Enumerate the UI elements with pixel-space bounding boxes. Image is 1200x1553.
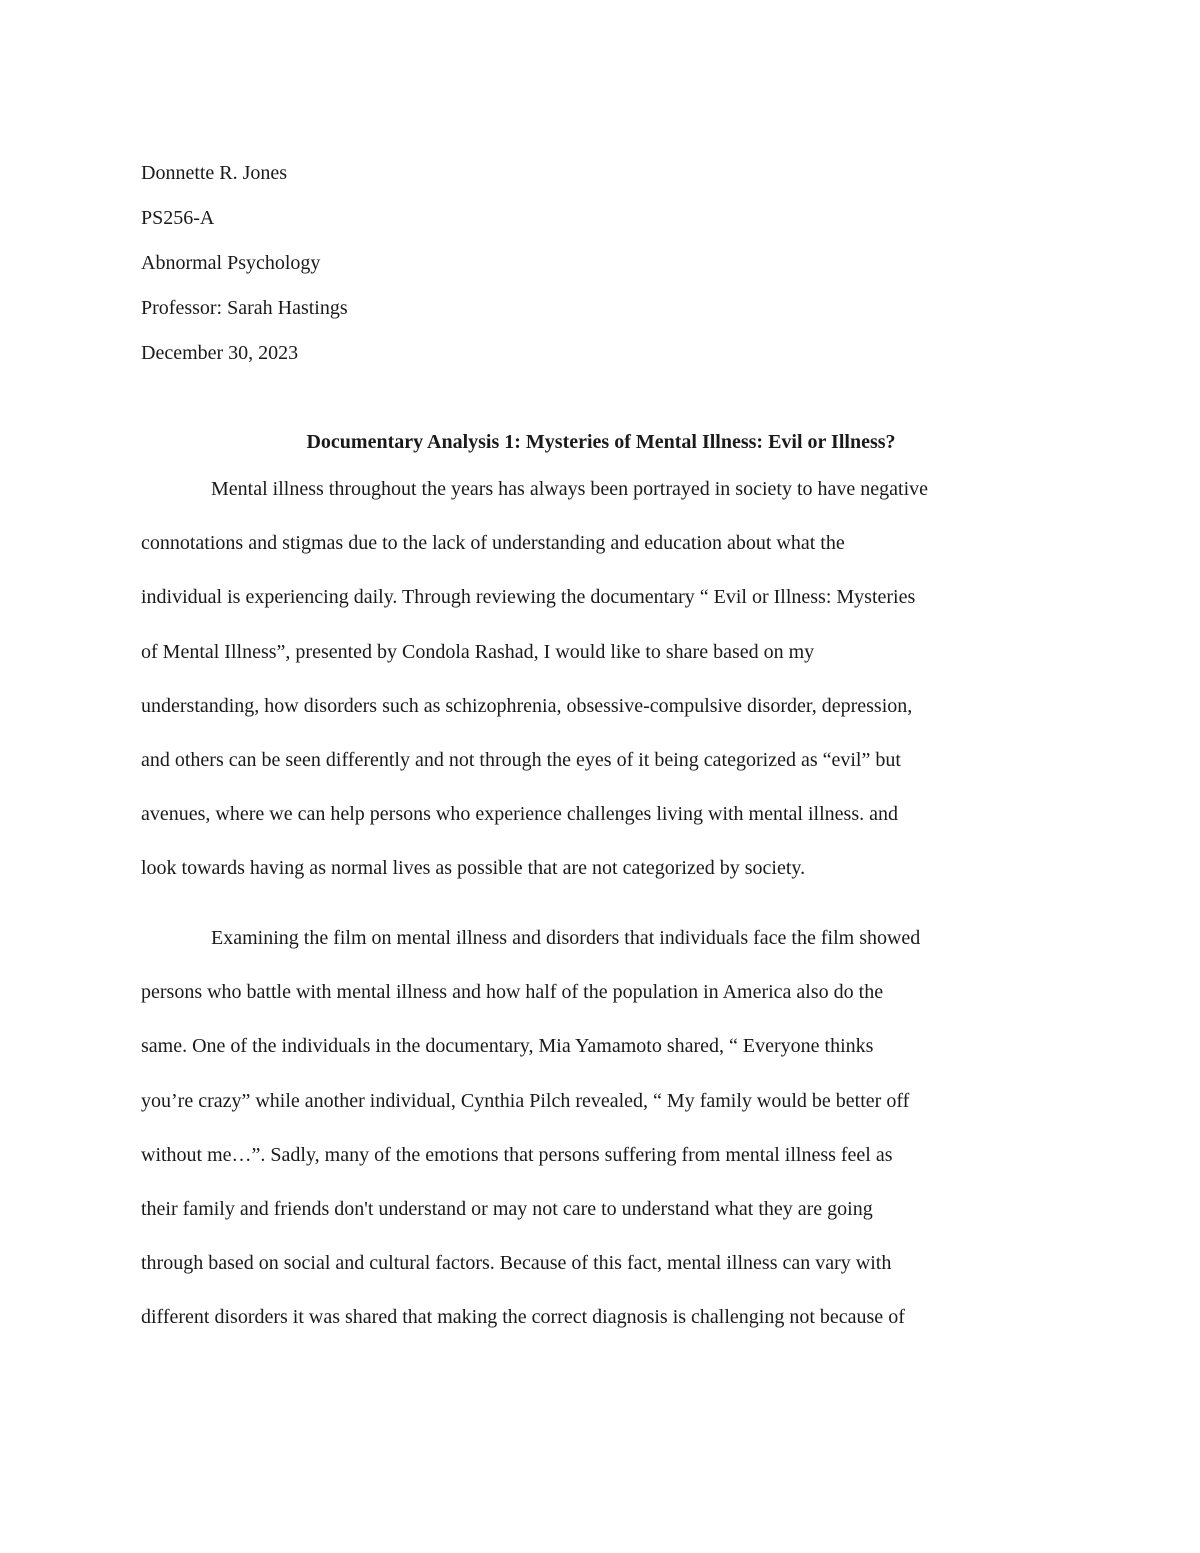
document-title: Documentary Analysis 1: Mysteries of Mental Illness: Evil or Illness? <box>306 431 896 453</box>
paragraph-line: of Mental Illness”, presented by Condola Rashad, I would like to share based on my <box>141 640 815 663</box>
body-paragraph <box>141 474 1061 908</box>
paragraph-line: Mental illness throughout the years has always been portrayed in society to have negative <box>211 478 929 500</box>
paragraph-line: understanding, how disorders such as schizophrenia, obsessive-compulsive disorder, depression, <box>141 694 913 717</box>
paragraph-line: without me…”. Sadly, many of the emotions that persons suffering from mental illness feel as <box>141 1143 893 1166</box>
paragraph-line: their family and friends don't understand or may not care to understand what they are going <box>141 1197 873 1220</box>
paragraph-line: you’re crazy” while another individual, Cynthia Pilch revealed, “ My family would be better off <box>141 1089 910 1112</box>
professor-name: Professor: Sarah Hastings <box>141 297 348 319</box>
document-header <box>141 158 1061 383</box>
paragraph-line: look towards having as normal lives as possible that are not categorized by society. <box>141 857 806 880</box>
paragraph-line: different disorders it was shared that making the correct diagnosis is challenging not because of <box>141 1306 905 1329</box>
body-paragraph <box>141 923 1061 1357</box>
document-date: December 30, 2023 <box>141 342 299 364</box>
paragraph-line: persons who battle with mental illness and how half of the population in America also do the <box>141 981 884 1004</box>
paragraph-line: individual is experiencing daily. Through reviewing the documentary “ Evil or Illness: Mysteries <box>141 586 916 609</box>
paragraph-line: same. One of the individuals in the documentary, Mia Yamamoto shared, “ Everyone thinks <box>141 1035 874 1058</box>
course-name: Abnormal Psychology <box>141 252 321 274</box>
course-code: PS256-A <box>141 207 215 229</box>
paragraph-line: and others can be seen differently and not through the eyes of it being categorized as “evil” but <box>141 748 901 771</box>
paragraph-line: avenues, where we can help persons who experience challenges living with mental illness. and <box>141 803 898 826</box>
paragraph-line: Examining the film on mental illness and disorders that individuals face the film showed <box>211 927 921 949</box>
author-name: Donnette R. Jones <box>141 162 288 184</box>
paragraph-line: through based on social and cultural factors. Because of this fact, mental illness can vary with <box>141 1252 892 1275</box>
paragraph-line: connotations and stigmas due to the lack of understanding and education about what the <box>141 532 845 555</box>
